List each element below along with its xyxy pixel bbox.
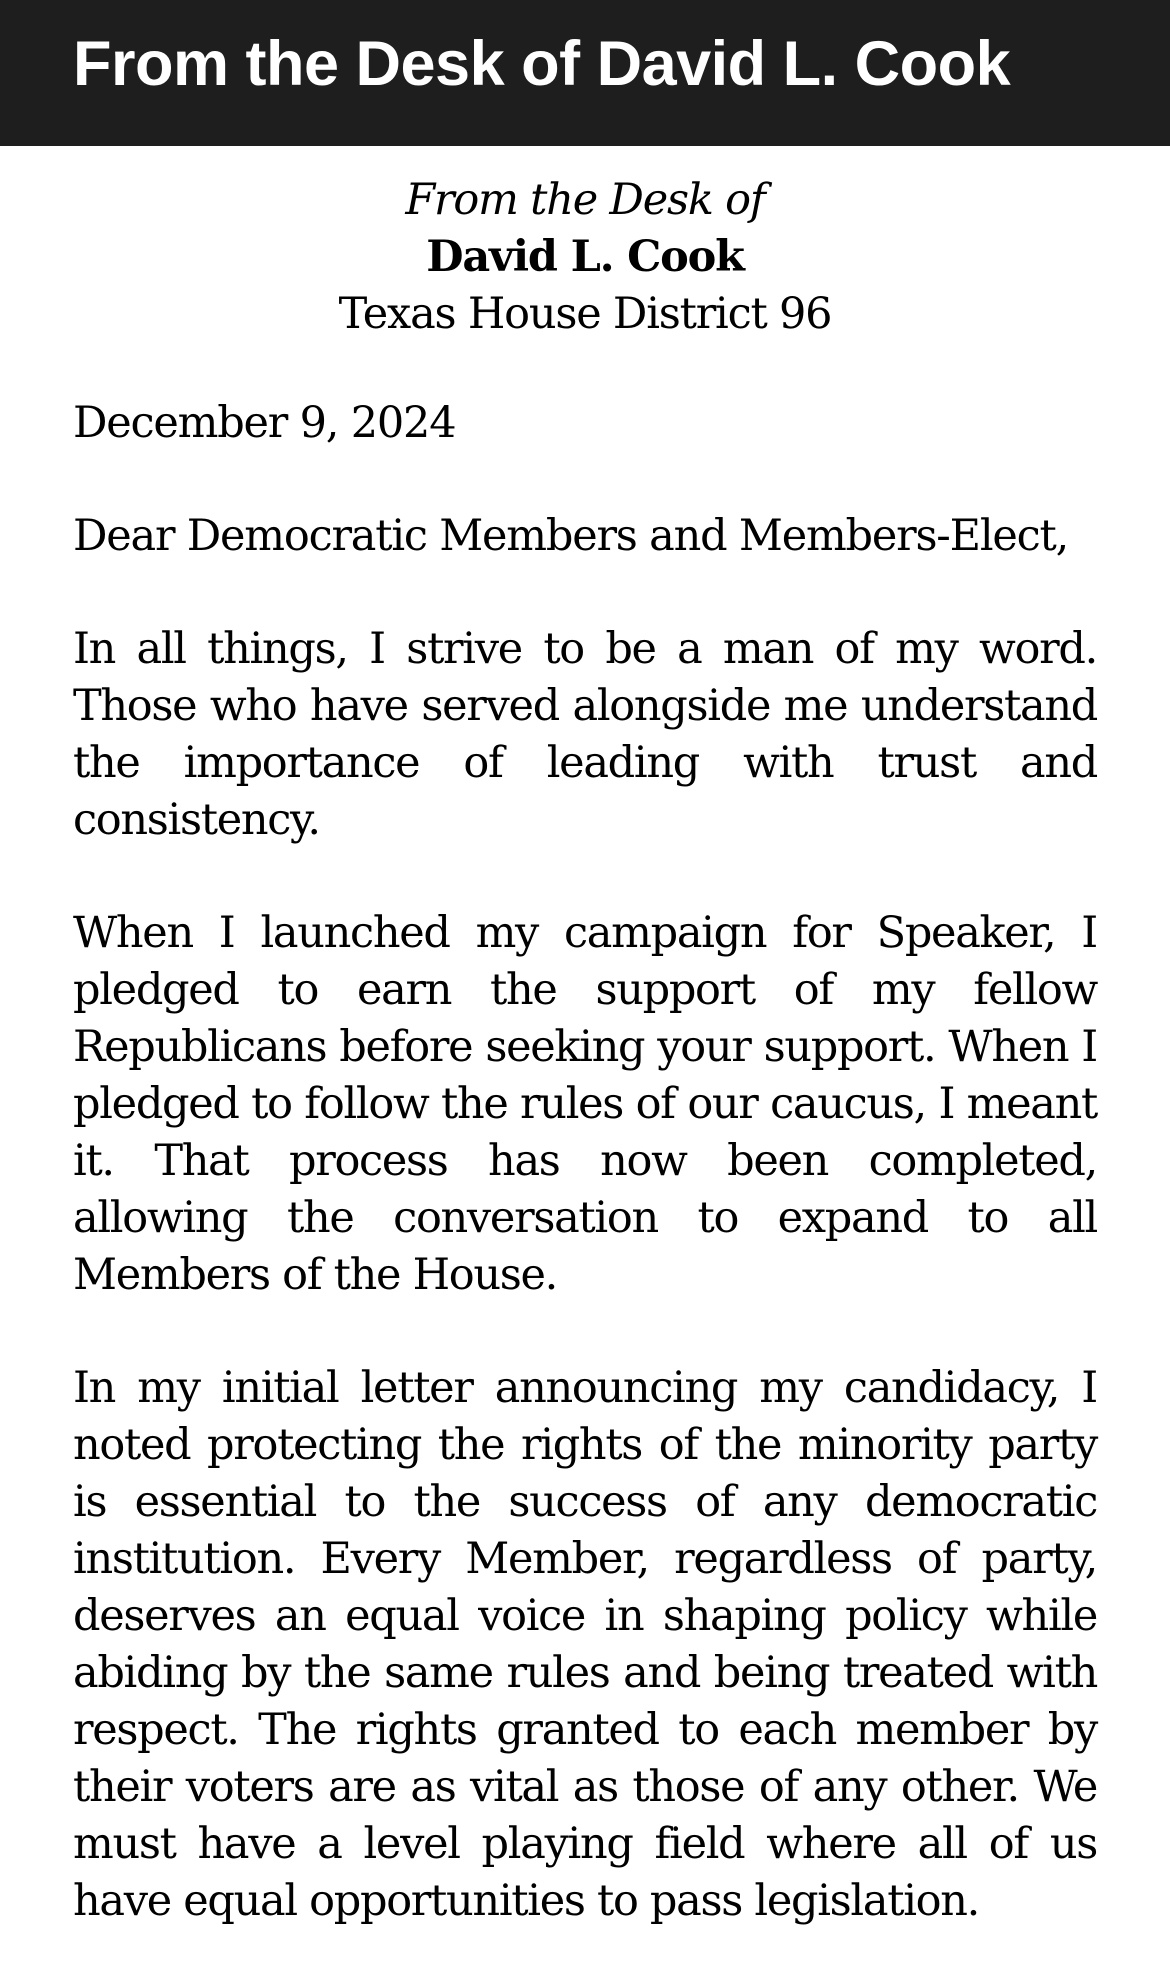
letter-date: December 9, 2024 (73, 398, 456, 448)
letter-paragraph: When I launched my campaign for Speaker, I pledged to earn the support of my fellow Republicans before seeking your support. When I pledged to follow the rules of our caucus, I meant it. That process has now been completed, allowing the conversation to expand to all Members of the House. (73, 908, 1097, 1300)
title-bar (0, 0, 1170, 146)
page-title: From the Desk of David L. Cook (73, 29, 1011, 99)
letter-salutation: Dear Democratic Members and Members-Elect, (73, 511, 1069, 561)
letterhead-district: Texas House District 96 (338, 289, 832, 339)
letter-paragraph: In all things, I strive to be a man of my word. Those who have served alongside me understand the importance of leading with trust and consistency. (73, 624, 1097, 845)
letterhead (73, 172, 1097, 343)
letter-paragraph: In my initial letter announcing my candidacy, I noted protecting the rights of the minority party is essential to the success of any democratic institution. Every Member, regardless of party, deserves an equal voice in shaping policy while abiding by the same rules and being treated with respect. The rights granted to each member by their voters are as vital as those of any other. We must have a level playing field where all of us have equal opportunities to pass legislation. (73, 1363, 1097, 1926)
letterhead-name: David L. Cook (426, 232, 744, 282)
letterhead-from-desk: From the Desk of (405, 175, 765, 225)
letter-document (73, 172, 1097, 1973)
